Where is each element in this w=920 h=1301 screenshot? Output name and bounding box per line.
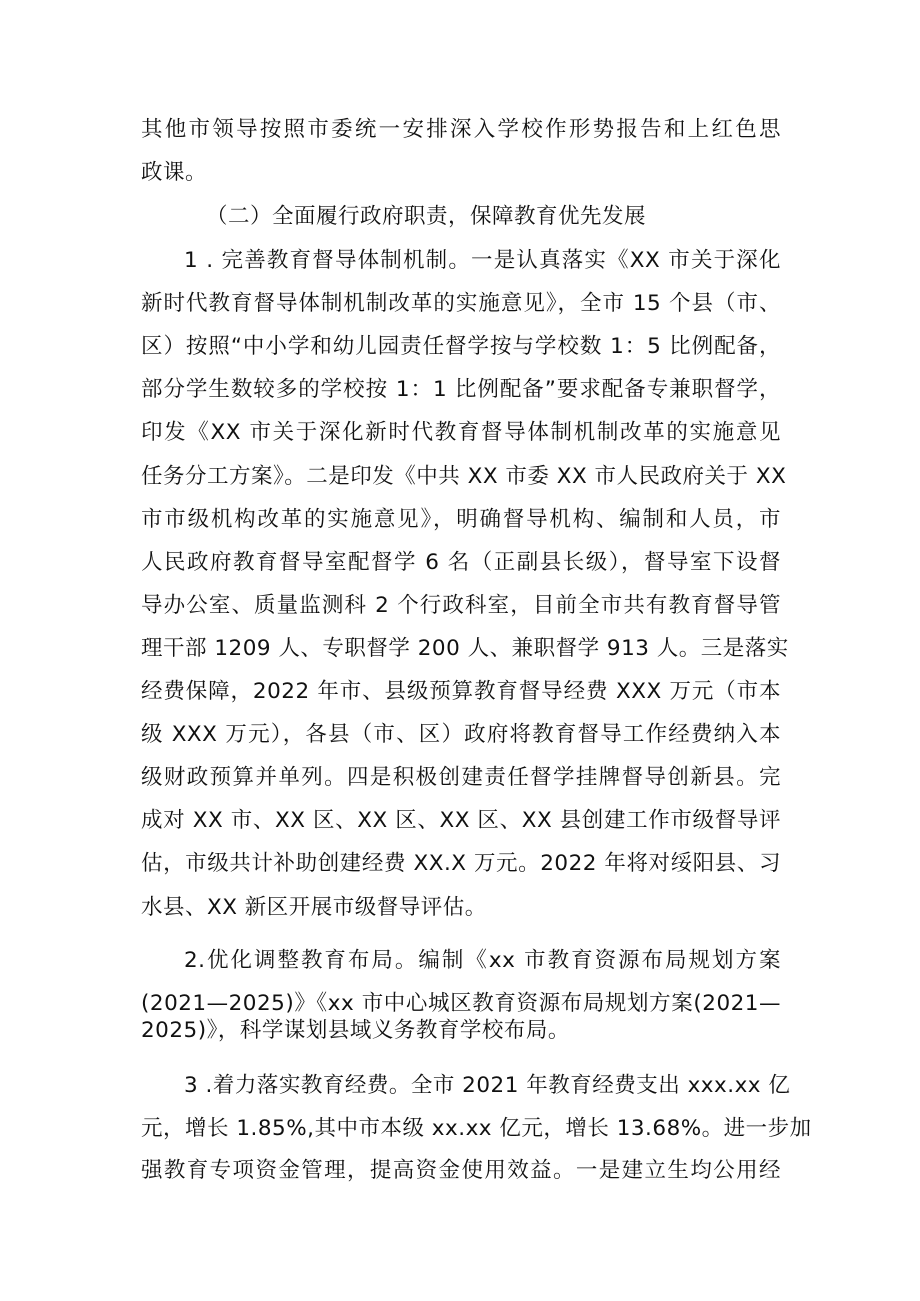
text-line: 理干部 1209 人、专职督学 200 人、兼职督学 913 人。三是落实	[141, 636, 789, 661]
paragraph-start: 1 . 完善教育督导体制机制。一是认真落实《XX 市关于深化	[184, 248, 781, 273]
text-line: 市市级机构改革的实施意见》，明确督导机构、编制和人员，市	[141, 507, 781, 532]
section-heading: （二）全面履行政府职责，保障教育优先发展	[206, 204, 647, 229]
text-line: 人民政府教育督导室配督学 6 名（正副县长级），督导室下设督	[141, 550, 781, 575]
text-line: 成对 XX 市、XX 区、XX 区、XX 区、XX 县创建工作市级督导评	[141, 808, 781, 833]
text-line: 印发《XX 市关于深化新时代教育督导体制机制改革的实施意见	[141, 420, 781, 445]
text-line: 经费保障，2022 年市、县级预算教育督导经费 XXX 万元（市本	[141, 679, 781, 704]
text-line: 强教育专项资金管理，提高资金使用效益。一是建立生均公用经	[141, 1158, 781, 1183]
text-line: 级财政预算并单列。四是积极创建责任督学挂牌督导创新县。完	[141, 765, 781, 790]
text-line: 元，增长 1.85%,其中市本级 xx.xx 亿元，增长 13.68%。进一步加	[141, 1116, 812, 1141]
text-line: (2021—2025)》《xx 市中心城区教育资源布局规划方案(2021—	[141, 991, 781, 1016]
text-line: 级 XXX 万元），各县（市、区）政府将教育督导工作经费纳入本	[141, 722, 781, 747]
text-line: 政课。	[141, 160, 208, 185]
text-line: 导办公室、质量监测科 2 个行政科室，目前全市共有教育督导管	[141, 593, 781, 618]
text-line: 2025)》，科学谋划县域义务教育学校布局。	[141, 1018, 570, 1043]
text-line: 新时代教育督导体制机制改革的实施意见》，全市 15 个县（市、	[141, 291, 781, 316]
text-line: 水县、XX 新区开展市级督导评估。	[141, 895, 487, 920]
paragraph-start: 2.优化调整教育布局。编制《xx 市教育资源布局规划方案	[184, 948, 781, 973]
text-line: 区）按照“中小学和幼儿园责任督学按与学校数 1：5 比例配备，	[141, 334, 781, 359]
text-line: 估，市级共计补助创建经费 XX.X 万元。2022 年将对绥阳县、习	[141, 851, 781, 876]
text-line: 其他市领导按照市委统一安排深入学校作形势报告和上红色思	[141, 117, 781, 142]
paragraph-start: 3 .着力落实教育经费。全市 2021 年教育经费支出 xxx.xx 亿	[184, 1073, 791, 1098]
text-line: 部分学生数较多的学校按 1：1 比例配备”要求配备专兼职督学，	[141, 377, 781, 402]
text-line: 任务分工方案》。二是印发《中共 XX 市委 XX 市人民政府关于 XX	[141, 464, 787, 489]
